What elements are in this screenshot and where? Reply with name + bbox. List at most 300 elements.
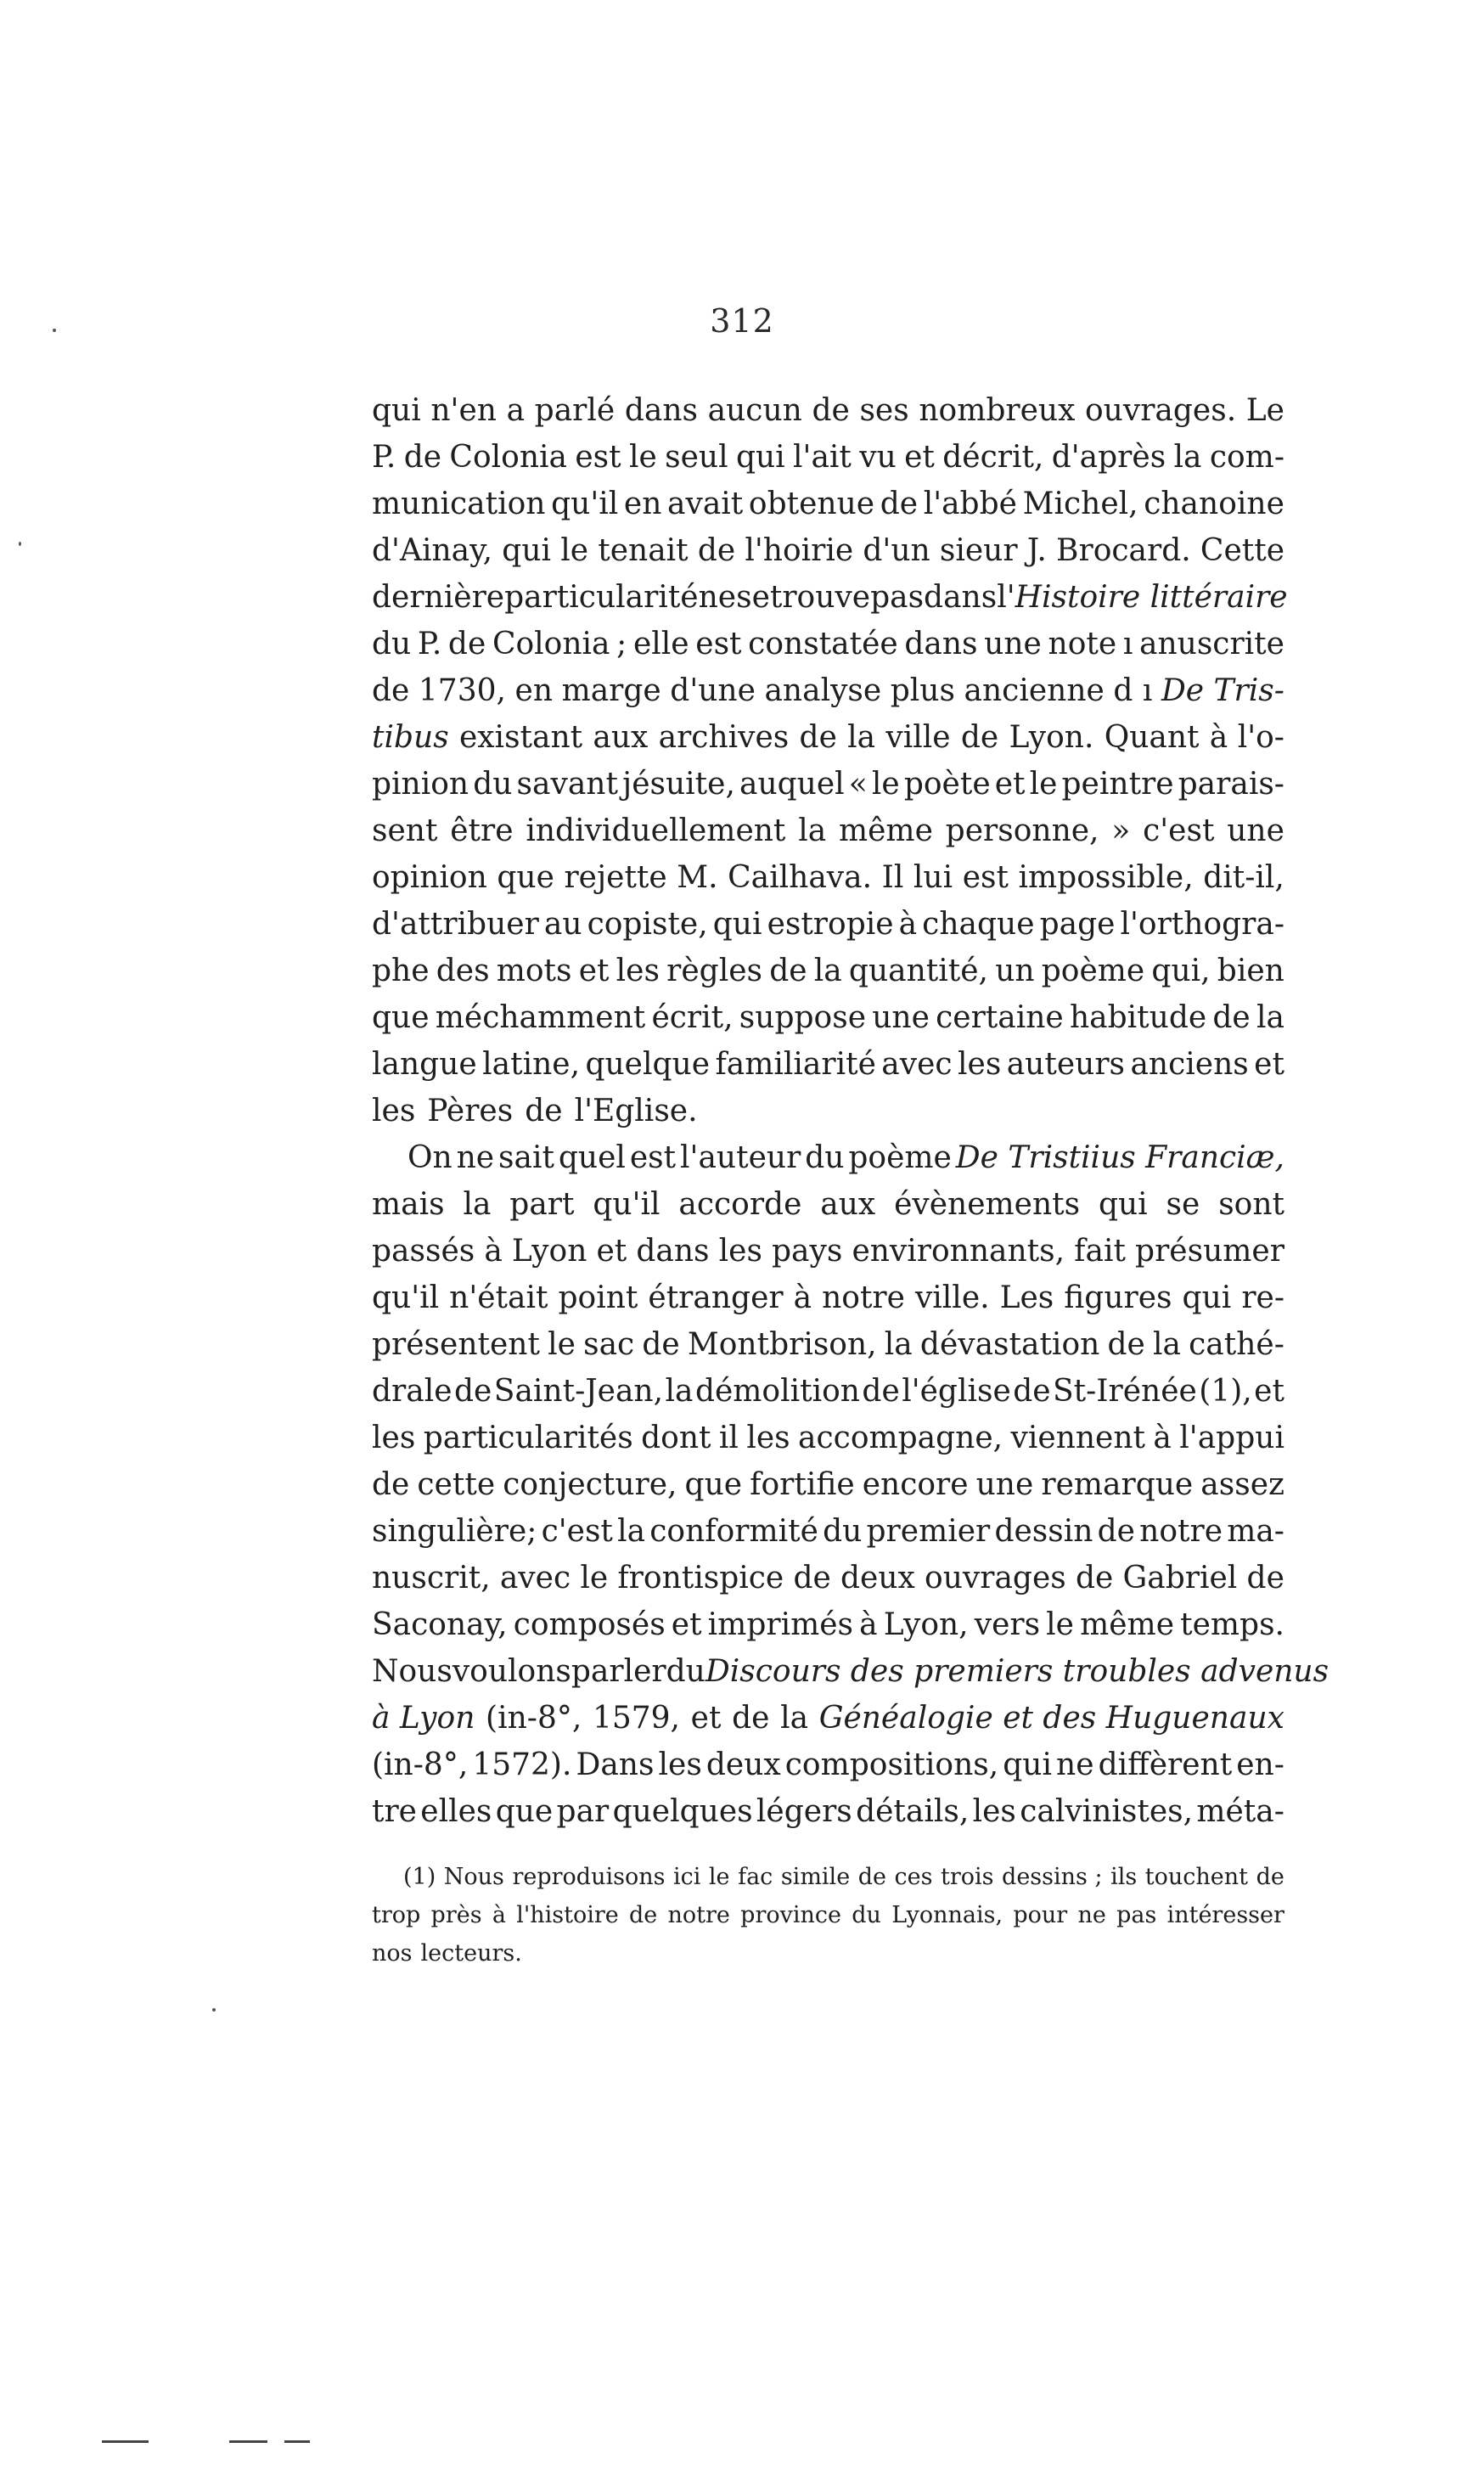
word: Lyon <box>511 1234 587 1269</box>
text-line <box>372 1230 1284 1274</box>
word: ; <box>616 627 627 661</box>
text-line <box>372 1416 1284 1460</box>
word: à <box>793 1280 812 1315</box>
word: obtenue <box>748 487 875 521</box>
word: jésuite, <box>622 767 735 802</box>
word: nuscrit, <box>372 1561 491 1595</box>
text-line <box>372 1790 1284 1834</box>
word: munication <box>372 487 546 521</box>
word: Pères <box>427 1094 514 1128</box>
word: de <box>769 954 807 988</box>
word: pinion <box>372 767 469 802</box>
word: ouvrages. <box>1085 393 1237 428</box>
word: notre <box>1139 1514 1223 1549</box>
word: tre <box>372 1794 417 1829</box>
word: un <box>995 954 1035 988</box>
footnote-word: pas <box>1116 1902 1157 1928</box>
word: méchamment <box>435 1000 646 1035</box>
word: l'orthogra- <box>1120 907 1284 942</box>
word: la <box>884 1327 913 1362</box>
word: le <box>560 533 589 568</box>
word: en- <box>1236 1747 1284 1782</box>
word: dernière <box>372 580 505 615</box>
word: de <box>1107 1327 1145 1362</box>
word: langue <box>372 1047 477 1082</box>
word: qui <box>372 393 421 428</box>
word: analyse <box>764 673 882 708</box>
word: compositions, <box>784 1747 999 1782</box>
word: J. <box>1026 533 1047 568</box>
word: point <box>558 1280 638 1315</box>
word: à <box>1153 1421 1172 1455</box>
word: chaque <box>922 907 1035 942</box>
word: l'abbé <box>923 487 1017 521</box>
word: composés <box>513 1607 666 1642</box>
word: de <box>453 1374 492 1409</box>
word: elle <box>632 627 689 661</box>
word: l'église <box>902 1374 1011 1409</box>
text-line <box>372 716 1284 760</box>
word: particularités <box>423 1421 633 1455</box>
word: et <box>994 767 1026 802</box>
word: voulons <box>452 1654 571 1689</box>
text-line <box>372 436 1284 480</box>
word: l' <box>997 580 1015 615</box>
word: de <box>732 1701 770 1736</box>
word: il <box>718 1421 739 1455</box>
word: ses <box>859 393 909 428</box>
word: ne <box>1056 1747 1094 1782</box>
word: poème <box>848 1140 952 1175</box>
word: pays <box>772 1234 843 1269</box>
word: se <box>1166 1187 1200 1222</box>
word: quelque <box>585 1047 711 1082</box>
word: aux <box>820 1187 876 1222</box>
word: 1579, <box>592 1701 680 1736</box>
word: d'attribuer <box>372 907 539 942</box>
word: anciens <box>1130 1047 1249 1082</box>
word: sont <box>1218 1187 1284 1222</box>
footnote-word: à <box>492 1902 506 1928</box>
word: Lyon. <box>1009 720 1094 755</box>
footnote-word: lecteurs. <box>420 1940 522 1967</box>
word: latine, <box>482 1047 581 1082</box>
word: la <box>798 813 827 848</box>
word: copiste, <box>587 907 708 942</box>
word: encore <box>862 1467 969 1502</box>
word: tenait <box>598 533 689 568</box>
word: singulière; <box>372 1514 537 1549</box>
word: phe <box>372 954 430 988</box>
word: qui <box>712 907 762 942</box>
word: Brocard. <box>1056 533 1191 568</box>
word: calvinistes, <box>1020 1794 1194 1829</box>
word: que <box>497 860 554 895</box>
word: est <box>575 440 621 475</box>
word: la <box>1152 1327 1181 1362</box>
word: Discours des premiers troubles advenus <box>705 1654 1329 1689</box>
word: suppose <box>739 1000 866 1035</box>
word: quelques <box>612 1794 753 1829</box>
footnote-word: trop <box>372 1902 421 1928</box>
word: Il <box>881 860 904 895</box>
word: les <box>718 1234 762 1269</box>
word: que <box>495 1794 554 1829</box>
word: notre <box>822 1280 905 1315</box>
footnote-word: touchent <box>1144 1864 1249 1890</box>
word: l'ait <box>793 440 852 475</box>
word: et <box>1254 1047 1284 1082</box>
word: individuellement <box>526 813 786 848</box>
word: (in-8°, <box>372 1747 469 1782</box>
word: évènements <box>894 1187 1081 1222</box>
footnote-line <box>372 1899 1284 1933</box>
word: que <box>684 1467 743 1502</box>
word: remarque <box>1041 1467 1194 1502</box>
page-number: 312 <box>710 302 774 340</box>
word: du <box>473 767 513 802</box>
word: aux <box>593 720 649 755</box>
text-line <box>372 809 1284 853</box>
word: dans <box>904 627 978 661</box>
word: de <box>799 720 837 755</box>
footnote-word: ils <box>1110 1864 1138 1890</box>
word: peintre <box>1061 767 1174 802</box>
word: la <box>665 1374 694 1409</box>
word: elles <box>420 1794 492 1829</box>
word: décrit, <box>942 440 1044 475</box>
word: d'une <box>670 673 756 708</box>
word: ma- <box>1227 1514 1284 1549</box>
word: qui <box>1098 1187 1148 1222</box>
word: ancienne <box>964 673 1105 708</box>
text-line <box>372 996 1284 1040</box>
bottom-rule <box>284 2440 310 2443</box>
word: et <box>578 954 610 988</box>
word: le <box>1029 767 1058 802</box>
word: Gabriel <box>1122 1561 1238 1595</box>
word: com- <box>1209 440 1284 475</box>
word: De Tristiius Franciæ, <box>955 1140 1284 1175</box>
word: fortifie <box>750 1467 855 1502</box>
word: une <box>872 1000 930 1035</box>
word: c'est <box>541 1514 613 1549</box>
word: et <box>690 1701 722 1736</box>
word: le <box>548 1327 576 1362</box>
word: Histoire littéraire <box>1015 580 1288 615</box>
word: poème <box>1041 954 1145 988</box>
word: de <box>525 1094 563 1128</box>
word: bien <box>1217 954 1284 988</box>
word: la <box>617 1514 646 1549</box>
word: écrit, <box>651 1000 734 1035</box>
word: qui <box>502 533 552 568</box>
word: poète <box>903 767 991 802</box>
word: Quant <box>1104 720 1200 755</box>
bottom-rule <box>229 2440 267 2443</box>
word: archives <box>658 720 790 755</box>
word: marge <box>561 673 661 708</box>
text-line <box>372 1043 1284 1087</box>
word: la <box>847 720 876 755</box>
word: ville <box>885 720 951 755</box>
text-line <box>372 949 1284 993</box>
word: de <box>403 440 442 475</box>
word: deux <box>840 1561 915 1595</box>
text-line <box>372 622 1284 667</box>
word: à <box>859 1607 878 1642</box>
text-line <box>372 762 1284 807</box>
word: mots <box>496 954 572 988</box>
word: 1730, <box>418 673 506 708</box>
word: dans <box>624 393 699 428</box>
word: Cailhava. <box>728 860 873 895</box>
word: de <box>1097 1514 1135 1549</box>
word: avait <box>667 487 744 521</box>
footnote-word: de <box>629 1902 658 1928</box>
word: temps. <box>1180 1607 1284 1642</box>
word: » <box>1111 813 1131 848</box>
word: les <box>972 1794 1016 1829</box>
text-line <box>372 1743 1284 1787</box>
word: drale <box>372 1374 453 1409</box>
word: figures <box>1064 1280 1172 1315</box>
word: présentent <box>372 1327 540 1362</box>
word: les <box>372 1421 416 1455</box>
word: de <box>642 1327 680 1362</box>
word: le <box>580 1561 609 1595</box>
word: conformité <box>649 1514 818 1549</box>
footnote-word: intéresser <box>1166 1902 1284 1928</box>
text-line <box>372 856 1284 900</box>
footnote-word: ces <box>894 1864 933 1890</box>
word: P. <box>372 440 396 475</box>
word: pas <box>870 580 925 615</box>
word: dévastation <box>919 1327 1100 1362</box>
word: seul <box>665 440 728 475</box>
word: la <box>1256 1000 1284 1035</box>
word: plus <box>890 673 955 708</box>
footnote-word: l'histoire <box>516 1902 619 1928</box>
word: d'Ainay, <box>372 533 493 568</box>
footnote-word: trois <box>941 1864 994 1890</box>
word: présumer <box>1135 1234 1284 1269</box>
word: impossible, <box>1018 860 1194 895</box>
footnote-word: de <box>857 1864 886 1890</box>
word: des <box>436 954 490 988</box>
word: Les <box>999 1280 1054 1315</box>
word: à <box>484 1234 503 1269</box>
word: par <box>556 1794 610 1829</box>
word: sent <box>372 813 438 848</box>
word: au <box>543 907 582 942</box>
word: dans <box>924 580 998 615</box>
word: avec <box>499 1561 571 1595</box>
text-line <box>372 903 1284 947</box>
word: est <box>629 1140 677 1175</box>
word: 1572). <box>472 1747 572 1782</box>
word: ı <box>1122 627 1133 661</box>
word: parler <box>571 1654 666 1689</box>
footnote-word: le <box>708 1864 730 1890</box>
word: le <box>1046 1607 1074 1642</box>
bottom-rule <box>102 2440 149 2443</box>
word: note <box>1048 627 1117 661</box>
word: dont <box>641 1421 711 1455</box>
word: page <box>1039 907 1116 942</box>
footnote-word: nos <box>372 1940 413 1967</box>
word: se <box>736 580 770 615</box>
text-line <box>372 1370 1284 1414</box>
word: existant <box>458 720 583 755</box>
word: détails, <box>856 1794 970 1829</box>
text-line <box>372 576 1288 620</box>
word: le <box>628 440 657 475</box>
word: étranger <box>648 1280 784 1315</box>
word: de <box>447 627 486 661</box>
word: certaine <box>936 1000 1064 1035</box>
footnote-line <box>403 1860 1284 1894</box>
word: à l'o- <box>1209 720 1284 755</box>
word: les <box>958 1047 1002 1082</box>
word: qu'il <box>593 1187 660 1222</box>
word: est <box>695 627 742 661</box>
word: habitude <box>1069 1000 1207 1035</box>
word: de <box>1246 1561 1284 1595</box>
word: la <box>463 1187 492 1222</box>
word: P. <box>417 627 442 661</box>
footnote-line <box>372 1937 1284 1971</box>
word: les <box>616 954 660 988</box>
margin-speck <box>212 2008 216 2012</box>
word: du <box>823 1514 863 1549</box>
word: la <box>813 954 842 988</box>
word: avec <box>881 1047 953 1082</box>
word: la <box>1173 440 1202 475</box>
word: à <box>898 907 918 942</box>
word: Saint-Jean, <box>493 1374 664 1409</box>
word: sac <box>583 1327 635 1362</box>
word: environnants, <box>852 1234 1065 1269</box>
word: accompagne, <box>798 1421 1003 1455</box>
word: les <box>372 1094 416 1128</box>
word: que <box>372 1000 430 1035</box>
footnote-word: reproduisons <box>512 1864 666 1890</box>
word: conjecture, <box>503 1467 677 1502</box>
text-line <box>372 389 1284 433</box>
word: en <box>623 487 662 521</box>
word: De Tris- <box>1161 673 1284 708</box>
word: Lyon, <box>883 1607 969 1642</box>
footnote-word: de <box>1256 1864 1284 1890</box>
word: démolition <box>694 1374 860 1409</box>
word: frontispice <box>617 1561 784 1595</box>
word: savant <box>516 767 618 802</box>
word: (in-8°, <box>486 1701 582 1736</box>
text-line <box>372 482 1284 526</box>
word: du <box>666 1654 705 1689</box>
text-line <box>372 1276 1284 1320</box>
text-line <box>372 1603 1284 1647</box>
word: de <box>697 533 736 568</box>
word: ouvrages <box>925 1561 1066 1595</box>
text-line <box>372 1510 1284 1554</box>
word: mais <box>372 1187 445 1222</box>
footnote-word: dessins ; <box>1002 1864 1103 1890</box>
word: sieur <box>939 533 1018 568</box>
word: Saconay, <box>372 1607 508 1642</box>
word: n'était <box>449 1280 548 1315</box>
word: auteurs <box>1006 1047 1126 1082</box>
word: tibus <box>372 720 449 755</box>
word: les <box>746 1421 790 1455</box>
word: Généalogie et des Huguenaux <box>818 1701 1284 1736</box>
word: le <box>871 767 900 802</box>
word: constatée <box>748 627 898 661</box>
footnote-word: province <box>740 1902 841 1928</box>
text-line <box>372 1463 1284 1507</box>
word: quel <box>558 1140 626 1175</box>
word: n'en <box>430 393 497 428</box>
word: d ı <box>1113 673 1153 708</box>
word: dit-il, <box>1203 860 1284 895</box>
word: est <box>962 860 1009 895</box>
word: et <box>671 1607 702 1642</box>
word: St-Irénée <box>1053 1374 1197 1409</box>
word: personne, <box>945 813 1099 848</box>
footnote-word: simile <box>780 1864 851 1890</box>
word: part <box>509 1187 575 1222</box>
word: ville. <box>914 1280 990 1315</box>
word: sait <box>498 1140 554 1175</box>
word: Nous <box>372 1654 453 1689</box>
footnote-word: près <box>430 1902 482 1928</box>
word: Cette <box>1200 533 1284 568</box>
word: une <box>975 1467 1034 1502</box>
word: vers <box>974 1607 1041 1642</box>
word: ne <box>456 1140 495 1175</box>
word: de <box>1075 1561 1114 1595</box>
footnote-word: Lyonnais, <box>891 1902 1003 1928</box>
word: l'auteur <box>680 1140 801 1175</box>
word: de <box>862 1374 900 1409</box>
word: passés <box>372 1234 475 1269</box>
word: parlé <box>534 393 616 428</box>
word: de <box>960 720 999 755</box>
word: Dans <box>576 1747 655 1782</box>
word: familiarité <box>715 1047 876 1082</box>
word: chanoine <box>1144 487 1284 521</box>
word: assez <box>1200 1467 1284 1502</box>
word: « <box>848 767 868 802</box>
word: de <box>1013 1374 1051 1409</box>
word: d'après <box>1051 440 1166 475</box>
word: imprimés <box>707 1607 854 1642</box>
word: M. <box>677 860 718 895</box>
footnote-word: du <box>852 1902 881 1928</box>
word: Colonia <box>492 627 610 661</box>
text-line <box>408 1136 1284 1180</box>
word: une <box>984 627 1042 661</box>
word: du <box>372 627 412 661</box>
word: Montbrison, <box>687 1327 877 1362</box>
word: méta- <box>1196 1794 1284 1829</box>
word: Colonia <box>449 440 567 475</box>
word: estropie <box>767 907 894 942</box>
footnote-word: ici <box>672 1864 701 1890</box>
word: diffèrent <box>1098 1747 1233 1782</box>
word: rejette <box>564 860 667 895</box>
